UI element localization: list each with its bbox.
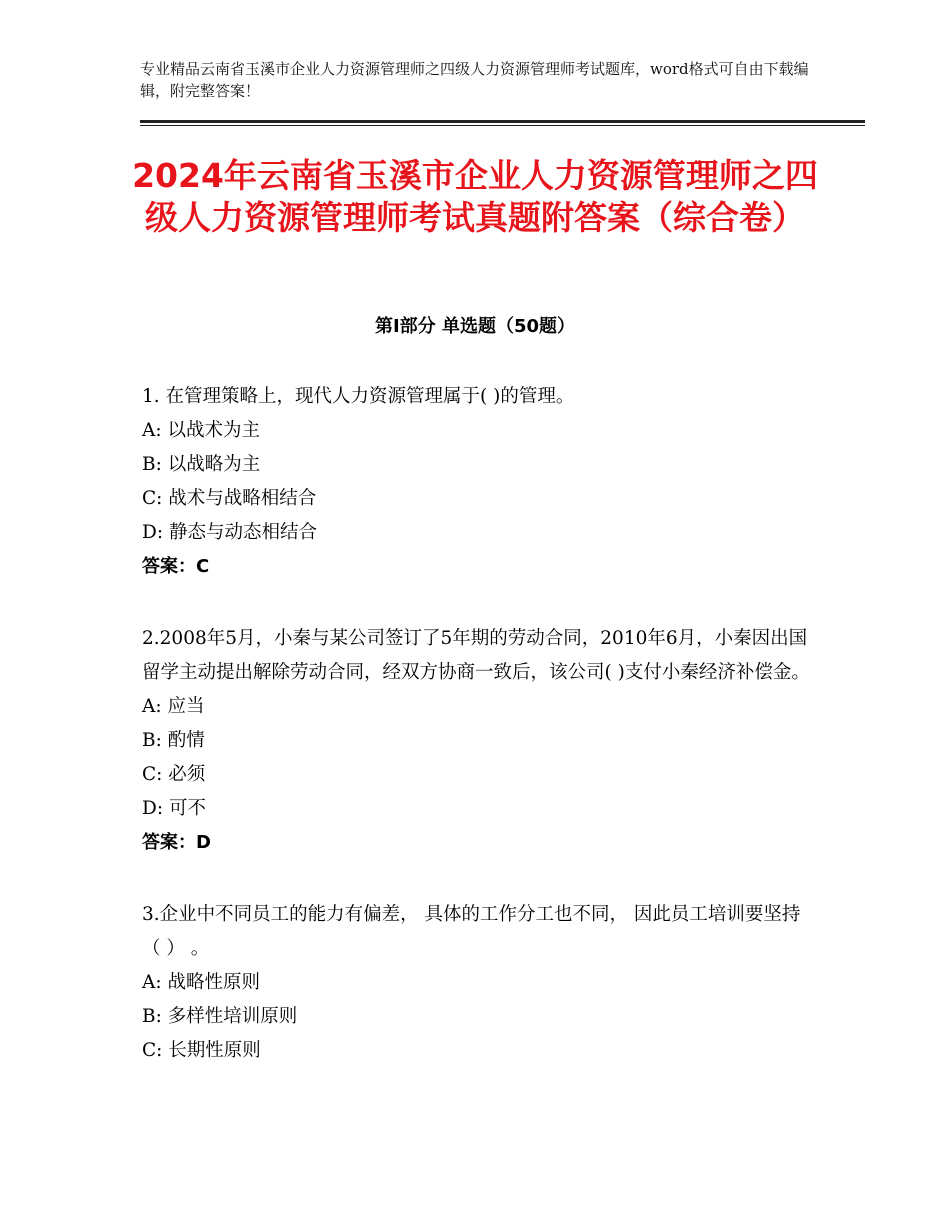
option-a: A: 以战术为主 xyxy=(142,420,260,441)
option-b: B: 以战略为主 xyxy=(142,454,261,475)
question-stem: 1. 在管理策略上，现代人力资源管理属于( )的管理。 xyxy=(142,386,575,407)
question-stem: 3.企业中不同员工的能力有偏差， 具体的工作分工也不同， 因此员工培训要坚持（ ） 。 xyxy=(142,904,801,959)
option-b: B: 多样性培训原则 xyxy=(142,1006,298,1027)
option-c: C: 长期性原则 xyxy=(142,1040,261,1061)
option-d: D: 静态与动态相结合 xyxy=(142,522,317,543)
answer-line: 答案：D xyxy=(142,832,211,853)
option-b: B: 酌情 xyxy=(142,730,205,751)
option-a: A: 战略性原则 xyxy=(142,972,260,993)
option-d: D: 可不 xyxy=(142,798,206,819)
header-divider-thick xyxy=(140,120,865,123)
question-stem: 2.2008年5月，小秦与某公司签订了5年期的劳动合同，2010年6月，小秦因出国留学主动提出解除劳动合同，经双方协商一致后，该公司( )支付小秦经济补偿金。 xyxy=(142,628,810,683)
question-2 xyxy=(142,622,812,860)
question-list xyxy=(142,380,812,1106)
option-c: C: 必须 xyxy=(142,764,206,785)
header-divider-thin xyxy=(140,125,865,126)
option-a: A: 应当 xyxy=(142,696,205,717)
header-note: 专业精品云南省玉溪市企业人力资源管理师之四级人力资源管理师考试题库，word格式可自由下载编辑，附完整答案！ xyxy=(140,60,809,100)
question-3 xyxy=(142,898,812,1068)
option-c: C: 战术与战略相结合 xyxy=(142,488,317,509)
answer-line: 答案：C xyxy=(142,556,210,577)
section-title: 第Ⅰ部分 单选题（50题） xyxy=(374,316,575,337)
document-title: 2024年云南省玉溪市企业人力资源管理师之四级人力资源管理师考试真题附答案（综合卷） xyxy=(132,156,818,237)
question-1 xyxy=(142,380,812,584)
